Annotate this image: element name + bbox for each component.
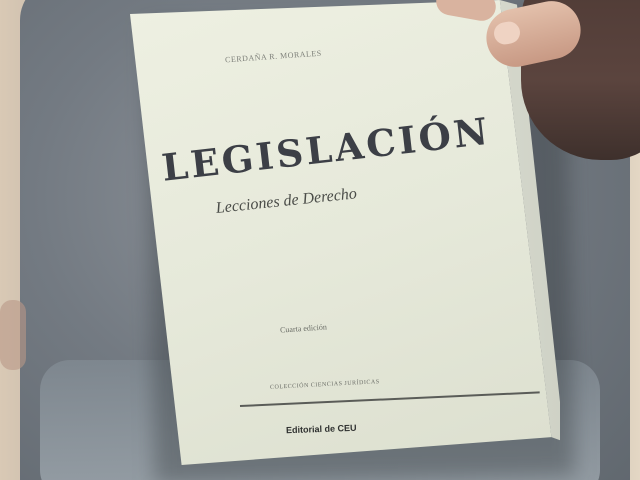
right-hand: [436, 0, 640, 200]
hand-finger-upper: [434, 0, 498, 23]
left-hand-hint: [0, 300, 26, 370]
book-edition: Cuarta edición: [279, 322, 328, 335]
book-publisher: Editorial de CEU: [285, 422, 357, 436]
book-author: CERDAÑA R. MORALES: [224, 48, 322, 65]
book-collection: COLECCIÓN CIENCIAS JURÍDICAS: [269, 379, 380, 391]
book-subtitle: Lecciones de Derecho: [215, 185, 358, 217]
book-title: LEGISLACIÓN: [159, 108, 493, 190]
